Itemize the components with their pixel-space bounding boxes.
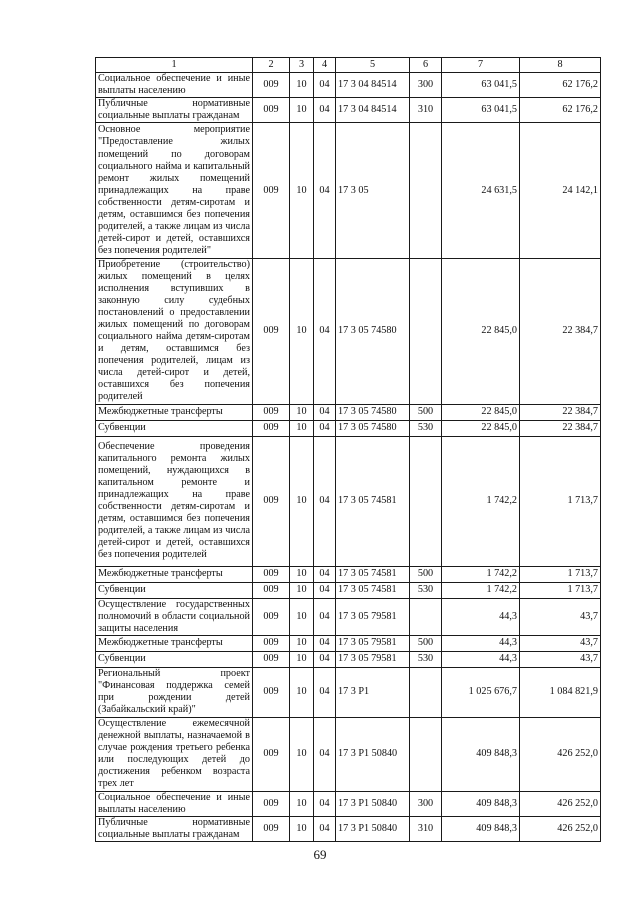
- table-row: [96, 73, 601, 98]
- cell-c8: 1 713,7: [520, 582, 601, 598]
- row-name-cell: Осуществление государственных полномочий в области социальной защиты населения: [96, 598, 253, 635]
- table-row: [96, 667, 601, 717]
- cell-c2: 009: [253, 816, 290, 841]
- cell-c2: 009: [253, 651, 290, 667]
- cell-c3: 10: [290, 73, 314, 98]
- row-name-cell: Основное мероприятие "Предоставление жилых помещений по договорам социального найма и капитальный ремонт жилых помещений принадлежащих на праве собственности детям-сиротам и детям, оставшимся без попечения родителей, а также лицам из числа детей-сирот и детей, оставшихся без попечения родителей": [96, 123, 253, 259]
- cell-c4: 04: [314, 123, 336, 259]
- row-name-cell: Публичные нормативные социальные выплаты гражданам: [96, 98, 253, 123]
- table-row: [96, 420, 601, 436]
- cell-c6: [410, 598, 442, 635]
- table-row: [96, 651, 601, 667]
- table-row: [96, 404, 601, 420]
- cell-c3: 10: [290, 598, 314, 635]
- cell-c5: 17 3 05: [336, 123, 410, 259]
- cell-c5: 17 3 05 74580: [336, 259, 410, 404]
- cell-c6: 500: [410, 404, 442, 420]
- table-row: [96, 717, 601, 791]
- cell-c5: 17 3 05 79581: [336, 598, 410, 635]
- cell-c7: 22 845,0: [442, 404, 520, 420]
- cell-c8: 43,7: [520, 651, 601, 667]
- cell-c2: 009: [253, 436, 290, 566]
- cell-c8: 426 252,0: [520, 791, 601, 816]
- cell-c4: 04: [314, 635, 336, 651]
- cell-c8: 1 084 821,9: [520, 667, 601, 717]
- budget-table: [95, 57, 601, 842]
- cell-c7: 1 025 676,7: [442, 667, 520, 717]
- cell-c5: 17 3 P1 50840: [336, 791, 410, 816]
- cell-c4: 04: [314, 420, 336, 436]
- table-header: [96, 58, 601, 73]
- cell-c6: 500: [410, 635, 442, 651]
- row-name-cell: Социальное обеспечение и иные выплаты населению: [96, 73, 253, 98]
- cell-c3: 10: [290, 816, 314, 841]
- cell-c2: 009: [253, 598, 290, 635]
- cell-c6: 530: [410, 420, 442, 436]
- row-name-cell: Межбюджетные трансферты: [96, 404, 253, 420]
- cell-c4: 04: [314, 259, 336, 404]
- row-name-cell: Субвенции: [96, 582, 253, 598]
- cell-c2: 009: [253, 791, 290, 816]
- cell-c5: 17 3 P1 50840: [336, 816, 410, 841]
- cell-c6: 310: [410, 98, 442, 123]
- cell-c6: [410, 123, 442, 259]
- cell-c2: 009: [253, 667, 290, 717]
- cell-c3: 10: [290, 566, 314, 582]
- cell-c6: 300: [410, 73, 442, 98]
- cell-c3: 10: [290, 404, 314, 420]
- cell-c5: 17 3 05 79581: [336, 651, 410, 667]
- cell-c8: 62 176,2: [520, 73, 601, 98]
- table-row: [96, 123, 601, 259]
- cell-c6: 500: [410, 566, 442, 582]
- cell-c5: 17 3 05 74581: [336, 566, 410, 582]
- cell-c3: 10: [290, 717, 314, 791]
- table-row: [96, 582, 601, 598]
- cell-c5: 17 3 05 74580: [336, 420, 410, 436]
- table-body: [96, 73, 601, 842]
- cell-c2: 009: [253, 717, 290, 791]
- header-row: [96, 58, 601, 73]
- cell-c2: 009: [253, 123, 290, 259]
- cell-c8: 22 384,7: [520, 404, 601, 420]
- column-header: 2: [253, 58, 290, 73]
- cell-c5: 17 3 04 84514: [336, 98, 410, 123]
- cell-c6: [410, 259, 442, 404]
- column-header: 4: [314, 58, 336, 73]
- cell-c6: [410, 436, 442, 566]
- cell-c2: 009: [253, 404, 290, 420]
- cell-c5: 17 3 05 79581: [336, 635, 410, 651]
- cell-c8: 1 713,7: [520, 566, 601, 582]
- cell-c6: 530: [410, 582, 442, 598]
- column-header: 3: [290, 58, 314, 73]
- cell-c8: 22 384,7: [520, 420, 601, 436]
- cell-c7: 44,3: [442, 635, 520, 651]
- cell-c3: 10: [290, 420, 314, 436]
- table-row: [96, 635, 601, 651]
- cell-c4: 04: [314, 791, 336, 816]
- column-header: 6: [410, 58, 442, 73]
- row-name-cell: Региональный проект "Финансовая поддержка семей при рождении детей (Забайкальский край)": [96, 667, 253, 717]
- cell-c6: [410, 667, 442, 717]
- cell-c7: 24 631,5: [442, 123, 520, 259]
- cell-c6: 530: [410, 651, 442, 667]
- cell-c7: 1 742,2: [442, 582, 520, 598]
- cell-c8: 43,7: [520, 598, 601, 635]
- cell-c2: 009: [253, 98, 290, 123]
- column-header: 1: [96, 58, 253, 73]
- cell-c8: 43,7: [520, 635, 601, 651]
- row-name-cell: Приобретение (строительство) жилых помещений в целях исполнения вступивших в законную силу судебных постановлений о предоставлении жилых помещений по договорам социального найма детям-сиротам и детям, оставшимся без попечения родителей, лицам из числа детей-сирот и детей, оставшихся без попечения родителей: [96, 259, 253, 404]
- cell-c2: 009: [253, 566, 290, 582]
- cell-c4: 04: [314, 598, 336, 635]
- cell-c7: 44,3: [442, 651, 520, 667]
- cell-c3: 10: [290, 98, 314, 123]
- cell-c6: [410, 717, 442, 791]
- cell-c5: 17 3 P1: [336, 667, 410, 717]
- cell-c7: 1 742,2: [442, 566, 520, 582]
- table-row: [96, 566, 601, 582]
- cell-c7: 22 845,0: [442, 420, 520, 436]
- cell-c7: 409 848,3: [442, 791, 520, 816]
- cell-c4: 04: [314, 566, 336, 582]
- cell-c5: 17 3 05 74581: [336, 436, 410, 566]
- table-row: [96, 436, 601, 566]
- cell-c7: 44,3: [442, 598, 520, 635]
- table-row: [96, 98, 601, 123]
- cell-c3: 10: [290, 791, 314, 816]
- cell-c2: 009: [253, 635, 290, 651]
- cell-c7: 409 848,3: [442, 816, 520, 841]
- cell-c4: 04: [314, 582, 336, 598]
- cell-c3: 10: [290, 667, 314, 717]
- cell-c7: 63 041,5: [442, 98, 520, 123]
- cell-c3: 10: [290, 582, 314, 598]
- cell-c4: 04: [314, 98, 336, 123]
- column-header: 8: [520, 58, 601, 73]
- cell-c4: 04: [314, 404, 336, 420]
- cell-c4: 04: [314, 651, 336, 667]
- cell-c7: 409 848,3: [442, 717, 520, 791]
- cell-c7: 1 742,2: [442, 436, 520, 566]
- cell-c4: 04: [314, 436, 336, 566]
- row-name-cell: Социальное обеспечение и иные выплаты населению: [96, 791, 253, 816]
- row-name-cell: Осуществление ежемесячной денежной выплаты, назначаемой в случае рождения третьего ребенка или последующих детей до достижения ребенком возраста трех лет: [96, 717, 253, 791]
- table-row: [96, 791, 601, 816]
- cell-c5: 17 3 05 74580: [336, 404, 410, 420]
- cell-c5: 17 3 04 84514: [336, 73, 410, 98]
- page-number: 69: [313, 847, 327, 862]
- cell-c4: 04: [314, 73, 336, 98]
- cell-c6: 310: [410, 816, 442, 841]
- row-name-cell: Обеспечение проведения капитального ремонта жилых помещений, нуждающихся в капитальном ремонте и принадлежащих на праве собственности детям-сиротам и детям, оставшимся без попечения родителей, а также лицам из числа детей-сирот и детей, оставшихся без попечения родителей: [96, 436, 253, 566]
- cell-c2: 009: [253, 420, 290, 436]
- cell-c8: 24 142,1: [520, 123, 601, 259]
- cell-c8: 62 176,2: [520, 98, 601, 123]
- table-row: [96, 816, 601, 841]
- cell-c3: 10: [290, 651, 314, 667]
- cell-c2: 009: [253, 73, 290, 98]
- cell-c5: 17 3 P1 50840: [336, 717, 410, 791]
- cell-c4: 04: [314, 717, 336, 791]
- cell-c2: 009: [253, 582, 290, 598]
- cell-c8: 1 713,7: [520, 436, 601, 566]
- row-name-cell: Межбюджетные трансферты: [96, 566, 253, 582]
- cell-c8: 22 384,7: [520, 259, 601, 404]
- row-name-cell: Субвенции: [96, 420, 253, 436]
- cell-c4: 04: [314, 667, 336, 717]
- table-row: [96, 259, 601, 404]
- cell-c4: 04: [314, 816, 336, 841]
- cell-c8: 426 252,0: [520, 816, 601, 841]
- cell-c3: 10: [290, 436, 314, 566]
- row-name-cell: Межбюджетные трансферты: [96, 635, 253, 651]
- cell-c7: 63 041,5: [442, 73, 520, 98]
- cell-c3: 10: [290, 635, 314, 651]
- cell-c2: 009: [253, 259, 290, 404]
- cell-c7: 22 845,0: [442, 259, 520, 404]
- cell-c3: 10: [290, 259, 314, 404]
- cell-c3: 10: [290, 123, 314, 259]
- table-row: [96, 598, 601, 635]
- column-header: 5: [336, 58, 410, 73]
- column-header: 7: [442, 58, 520, 73]
- row-name-cell: Публичные нормативные социальные выплаты гражданам: [96, 816, 253, 841]
- row-name-cell: Субвенции: [96, 651, 253, 667]
- cell-c5: 17 3 05 74581: [336, 582, 410, 598]
- cell-c6: 300: [410, 791, 442, 816]
- cell-c8: 426 252,0: [520, 717, 601, 791]
